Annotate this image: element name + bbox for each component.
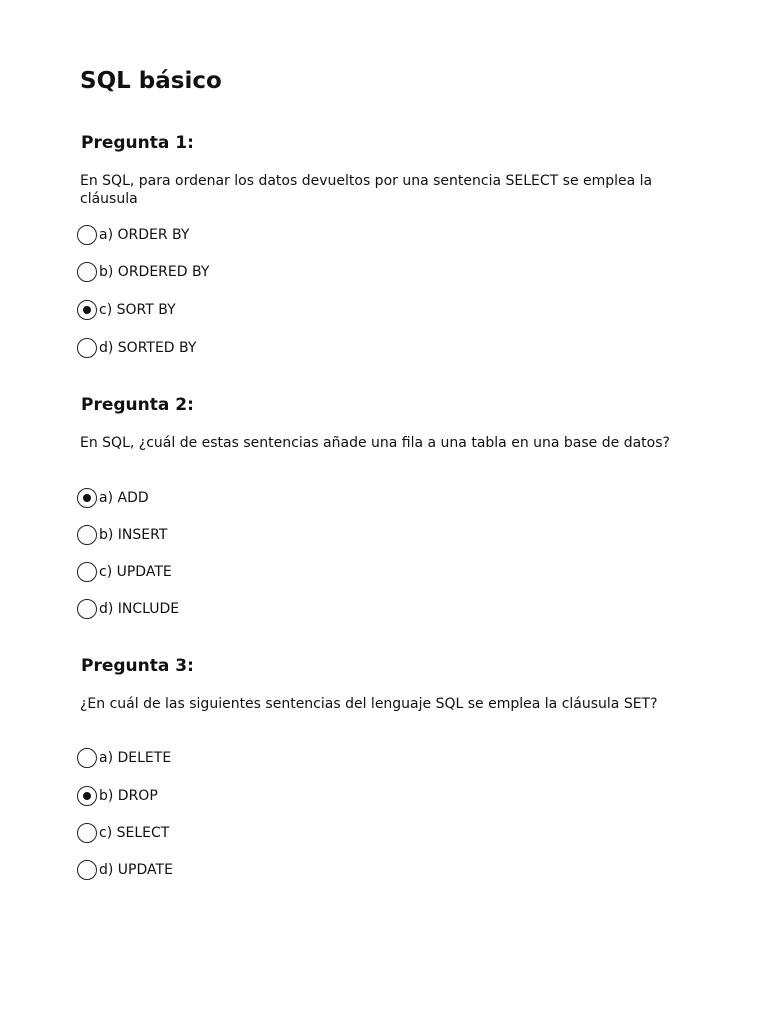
question-text: ¿En cuál de las siguientes sentencias del lenguaje SQL se emplea la cláusula SET? [80, 696, 658, 712]
q3-option-d[interactable] [77, 858, 173, 882]
option-label: a) DELETE [99, 750, 172, 766]
radio-button[interactable] [77, 488, 97, 508]
radio-button[interactable] [77, 860, 97, 880]
radio-button[interactable] [77, 748, 97, 768]
q2-option-d[interactable] [77, 597, 179, 621]
question-heading: Pregunta 1: [81, 133, 194, 153]
option-label: d) INCLUDE [99, 601, 180, 617]
option-label: c) SELECT [99, 825, 170, 841]
radio-dot-icon [83, 494, 91, 502]
q1-option-b[interactable] [77, 260, 209, 284]
radio-dot-icon [83, 306, 91, 314]
q2-option-c[interactable] [77, 560, 172, 584]
q1-option-a[interactable] [77, 223, 189, 247]
option-label: a) ORDER BY [99, 227, 190, 243]
radio-button[interactable] [77, 599, 97, 619]
question-heading: Pregunta 2: [81, 395, 194, 415]
option-label: b) INSERT [99, 527, 168, 543]
radio-button[interactable] [77, 225, 97, 245]
radio-dot-icon [83, 792, 91, 800]
q3-option-c[interactable] [77, 821, 169, 845]
q3-option-a[interactable] [77, 746, 171, 770]
question-text: En SQL, para ordenar los datos devueltos por una sentencia SELECT se emplea la cláusula [80, 173, 653, 207]
radio-button[interactable] [77, 786, 97, 806]
radio-button[interactable] [77, 300, 97, 320]
option-label: d) SORTED BY [99, 340, 197, 356]
question-text: En SQL, ¿cuál de estas sentencias añade una fila a una tabla en una base de datos? [80, 435, 670, 451]
option-label: c) SORT BY [99, 302, 176, 318]
q1-option-c[interactable] [77, 298, 176, 322]
question-heading: Pregunta 3: [81, 656, 194, 676]
q2-option-b[interactable] [77, 523, 167, 547]
option-label: d) UPDATE [99, 862, 173, 878]
option-label: a) ADD [99, 490, 149, 506]
radio-button[interactable] [77, 262, 97, 282]
q2-option-a[interactable] [77, 486, 149, 510]
radio-button[interactable] [77, 525, 97, 545]
q1-option-d[interactable] [77, 336, 196, 360]
page-title: SQL básico [80, 68, 222, 94]
radio-button[interactable] [77, 823, 97, 843]
option-label: b) DROP [99, 788, 158, 804]
option-label: b) ORDERED BY [99, 264, 210, 280]
radio-button[interactable] [77, 562, 97, 582]
option-label: c) UPDATE [99, 564, 172, 580]
q3-option-b[interactable] [77, 784, 158, 808]
radio-button[interactable] [77, 338, 97, 358]
